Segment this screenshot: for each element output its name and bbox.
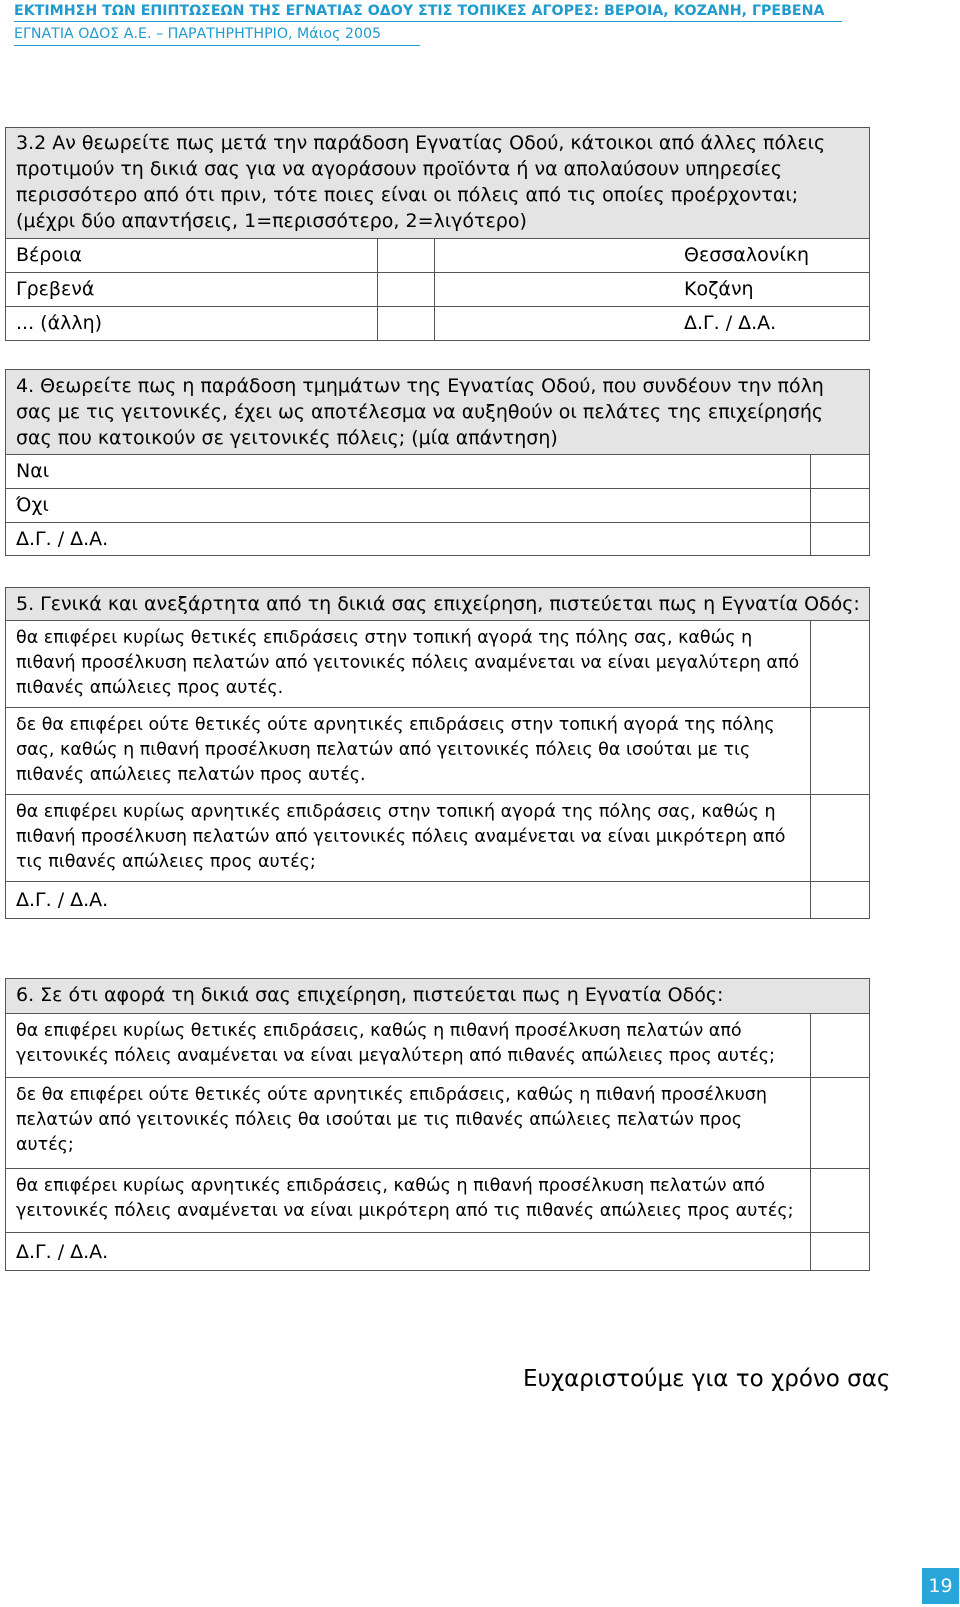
answer-row — [6, 273, 870, 307]
answer-box[interactable] — [811, 708, 870, 795]
answer-row — [6, 795, 870, 882]
question-row — [6, 370, 870, 455]
answer-box[interactable] — [811, 882, 870, 919]
question-6-table — [5, 978, 870, 1271]
option-label: Κοζάνη — [435, 273, 870, 307]
question-row — [6, 588, 870, 621]
option-label: θα επιφέρει κυρίως θετικές επιδράσεις, καθώς η πιθανή προσέλκυση πελατών από γειτονικές πόλεις αναμένεται να είναι μεγαλύτερη από πιθανές απώλειες προς αυτές; — [6, 1014, 811, 1078]
question-text: 3.2 Αν θεωρείτε πως μετά την παράδοση Εγνατίας Οδού, κάτοικοι από άλλες πόλεις προτιμούν τη δικιά σας για να αγοράσουν προϊόντα ή να απολαύσουν υπηρεσίες περισσότερο από ότι πριν, τότε ποιες είναι οι πόλεις από τις οποίες προέρχονται; (μέχρι δύο απαντήσεις, 1=περισσότερο, 2=λιγότερο) — [6, 128, 870, 239]
closing-thanks: Ευχαριστούμε για το χρόνο σας — [523, 1366, 891, 1392]
answer-row — [6, 239, 870, 273]
answer-row — [6, 621, 870, 708]
option-label: Θεσσαλονίκη — [435, 239, 870, 273]
question-3-2-table — [5, 127, 870, 341]
option-label: Όχι — [6, 489, 811, 523]
question-5-table — [5, 587, 870, 919]
answer-box[interactable] — [811, 489, 870, 523]
answer-box[interactable] — [811, 1078, 870, 1169]
answer-row — [6, 307, 870, 341]
option-label: Γρεβενά — [6, 273, 378, 307]
option-label: ... (άλλη) — [6, 307, 378, 341]
option-label: θα επιφέρει κυρίως θετικές επιδράσεις στην τοπική αγορά της πόλης σας, καθώς η πιθανή προσέλκυση πελατών από γειτονικές πόλεις αναμένεται να είναι μεγαλύτερη από πιθανές απώλειες προς αυτές. — [6, 621, 811, 708]
answer-box[interactable] — [378, 273, 435, 307]
header-underline — [14, 21, 842, 22]
option-label: θα επιφέρει κυρίως αρνητικές επιδράσεις, καθώς η πιθανή προσέλκυση πελατών από γειτονικές πόλεις αναμένεται να είναι μικρότερη από τις πιθανές απώλειες προς αυτές; — [6, 1169, 811, 1233]
document-subtitle: ΕΓΝΑΤΙΑ ΟΔΟΣ Α.Ε. – ΠΑΡΑΤΗΡΗΤΗΡΙΟ, Μάιος 2005 — [14, 26, 382, 42]
answer-row — [6, 489, 870, 523]
answer-row — [6, 1014, 870, 1078]
answer-row — [6, 708, 870, 795]
option-label: Δ.Γ. / Δ.Α. — [6, 1233, 811, 1271]
answer-row — [6, 1233, 870, 1271]
option-label: θα επιφέρει κυρίως αρνητικές επιδράσεις στην τοπική αγορά της πόλης σας, καθώς η πιθανή προσέλκυση πελατών από γειτονικές πόλεις αναμένεται να είναι μικρότερη από τις πιθανές απώλειες προς αυτές; — [6, 795, 811, 882]
option-label: δε θα επιφέρει ούτε θετικές ούτε αρνητικές επιδράσεις, καθώς η πιθανή προσέλκυση πελατών από γειτονικές πόλεις θα ισούται με τις πιθανές απώλειες πελατών προς αυτές; — [6, 1078, 811, 1169]
question-4-table — [5, 369, 870, 556]
subtitle-underline — [14, 45, 420, 46]
answer-box[interactable] — [378, 239, 435, 273]
answer-box[interactable] — [811, 795, 870, 882]
answer-box[interactable] — [811, 455, 870, 489]
option-label: Δ.Γ. / Δ.Α. — [6, 523, 811, 556]
answer-row — [6, 523, 870, 556]
answer-box[interactable] — [811, 621, 870, 708]
option-label: Δ.Γ. / Δ.Α. — [6, 882, 811, 919]
answer-box[interactable] — [378, 307, 435, 341]
question-row — [6, 979, 870, 1014]
question-row — [6, 128, 870, 239]
option-label: Δ.Γ. / Δ.Α. — [435, 307, 870, 341]
document-title: ΕΚΤΙΜΗΣΗ ΤΩΝ ΕΠΙΠΤΩΣΕΩΝ ΤΗΣ ΕΓΝΑΤΙΑΣ ΟΔΟΥ ΣΤΙΣ ΤΟΠΙΚΕΣ ΑΓΟΡΕΣ: ΒΕΡΟΙΑ, ΚΟΖΑΝΗ, ΓΡΕΒΕΝΑ — [14, 3, 825, 19]
question-text: 6. Σε ότι αφορά τη δικιά σας επιχείρηση, πιστεύεται πως η Εγνατία Οδός: — [6, 979, 870, 1014]
answer-box[interactable] — [811, 1014, 870, 1078]
answer-box[interactable] — [811, 523, 870, 556]
answer-row — [6, 1169, 870, 1233]
answer-box[interactable] — [811, 1233, 870, 1271]
answer-row — [6, 1078, 870, 1169]
answer-box[interactable] — [811, 1169, 870, 1233]
answer-row — [6, 455, 870, 489]
answer-row — [6, 882, 870, 919]
page-number-badge: 19 — [922, 1568, 959, 1604]
option-label: δε θα επιφέρει ούτε θετικές ούτε αρνητικές επιδράσεις στην τοπική αγορά της πόλης σας, καθώς η πιθανή προσέλκυση πελατών από γειτονικές πόλεις θα ισούται με τις πιθανές απώλειες πελατών προς αυτές. — [6, 708, 811, 795]
option-label: Βέροια — [6, 239, 378, 273]
option-label: Ναι — [6, 455, 811, 489]
question-text: 5. Γενικά και ανεξάρτητα από τη δικιά σας επιχείρηση, πιστεύεται πως η Εγνατία Οδός: — [6, 588, 870, 621]
question-text: 4. Θεωρείτε πως η παράδοση τμημάτων της Εγνατίας Οδού, που συνδέουν την πόλη σας με τις γειτονικές, έχει ως αποτέλεσμα να αυξηθούν οι πελάτες της επιχείρησής σας που κατοικούν σε γειτονικές πόλεις; (μία απάντηση) — [6, 370, 870, 455]
